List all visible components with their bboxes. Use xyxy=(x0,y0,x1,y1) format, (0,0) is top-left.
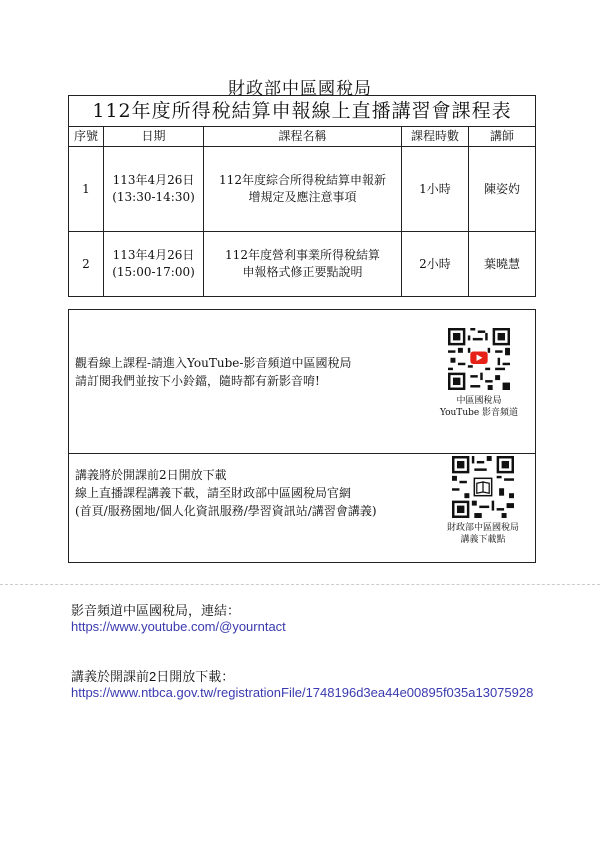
row-course xyxy=(204,147,402,231)
download-link[interactable]: https://www.ntbca.gov.tw/registrationFile/1748196d3ea44e00895f035a13075928 xyxy=(71,685,534,700)
row-course-line2: 增規定及應注意事項 xyxy=(248,190,357,204)
youtube-text-line1: 觀看線上課程-請進入YouTube-影音頻道中區國稅局 xyxy=(75,356,352,370)
info-divider xyxy=(69,453,535,454)
table-row xyxy=(69,232,535,296)
row-no: 1 xyxy=(69,147,104,231)
page-separator xyxy=(0,584,600,585)
download-text-line1: 講義將於開課前2日開放下載 xyxy=(75,468,227,482)
row-hours: 1小時 xyxy=(402,147,469,231)
row-course-line2: 申報格式修正要點說明 xyxy=(242,265,363,279)
channel-label: 影音頻道中區國稅局，連結： xyxy=(71,603,241,618)
youtube-text-line2: 請訂閱我們並按下小鈴鐺，隨時都有新影音唷! xyxy=(75,374,320,388)
row-date-time: (13:30-14:30) xyxy=(112,190,195,204)
channel-link[interactable]: https://www.youtube.com/@yourntact xyxy=(71,619,286,634)
download-caption-line1: 財政部中區國稅局 xyxy=(446,523,519,533)
youtube-qr-code[interactable] xyxy=(448,328,510,390)
row-date-time: (15:00-17:00) xyxy=(112,265,195,279)
schedule-title: 112年度所得稅結算申報線上直播講習會課程表 xyxy=(69,96,535,127)
row-teacher: 葉曉慧 xyxy=(483,256,520,271)
download-qr-caption xyxy=(438,522,528,546)
header-hours: 課程時數 xyxy=(402,127,469,146)
header-course: 課程名稱 xyxy=(204,127,402,146)
download-text-line2: 線上直播課程講義下載，請至財政部中區國稅局官網 xyxy=(75,486,352,500)
row-course xyxy=(204,232,402,296)
header-date: 日期 xyxy=(104,127,204,146)
download-text-line3: (首頁/服務園地/個人化資訊服務/學習資訊站/講習會講義) xyxy=(75,504,377,518)
row-date-day: 113年4月26日 xyxy=(112,248,195,262)
download-label: 講義於開課前2日開放下載： xyxy=(71,669,235,684)
header-no: 序號 xyxy=(69,127,104,146)
row-date xyxy=(104,232,204,296)
youtube-caption-line2: YouTube 影音頻道 xyxy=(439,408,519,418)
youtube-caption-line1: 中區國稅局 xyxy=(456,396,502,406)
row-hours: 2小時 xyxy=(402,232,469,296)
org-title: 財政部中區國稅局 xyxy=(228,79,372,99)
row-date-day: 113年4月26日 xyxy=(112,173,195,187)
schedule-table xyxy=(68,95,536,297)
table-header-row xyxy=(69,127,535,147)
header-teacher: 講師 xyxy=(489,129,514,143)
table-row xyxy=(69,147,535,232)
info-panel xyxy=(68,309,536,563)
row-no: 2 xyxy=(69,232,104,296)
youtube-qr-caption xyxy=(434,395,524,419)
download-qr-code[interactable] xyxy=(452,456,514,518)
row-course-line1: 112年度綜合所得稅結算申報新 xyxy=(219,173,386,187)
row-teacher: 陳姿妁 xyxy=(483,181,520,196)
row-course-line1: 112年度營利事業所得稅結算 xyxy=(225,248,380,262)
download-caption-line2: 講義下載點 xyxy=(460,535,506,545)
row-date xyxy=(104,147,204,231)
